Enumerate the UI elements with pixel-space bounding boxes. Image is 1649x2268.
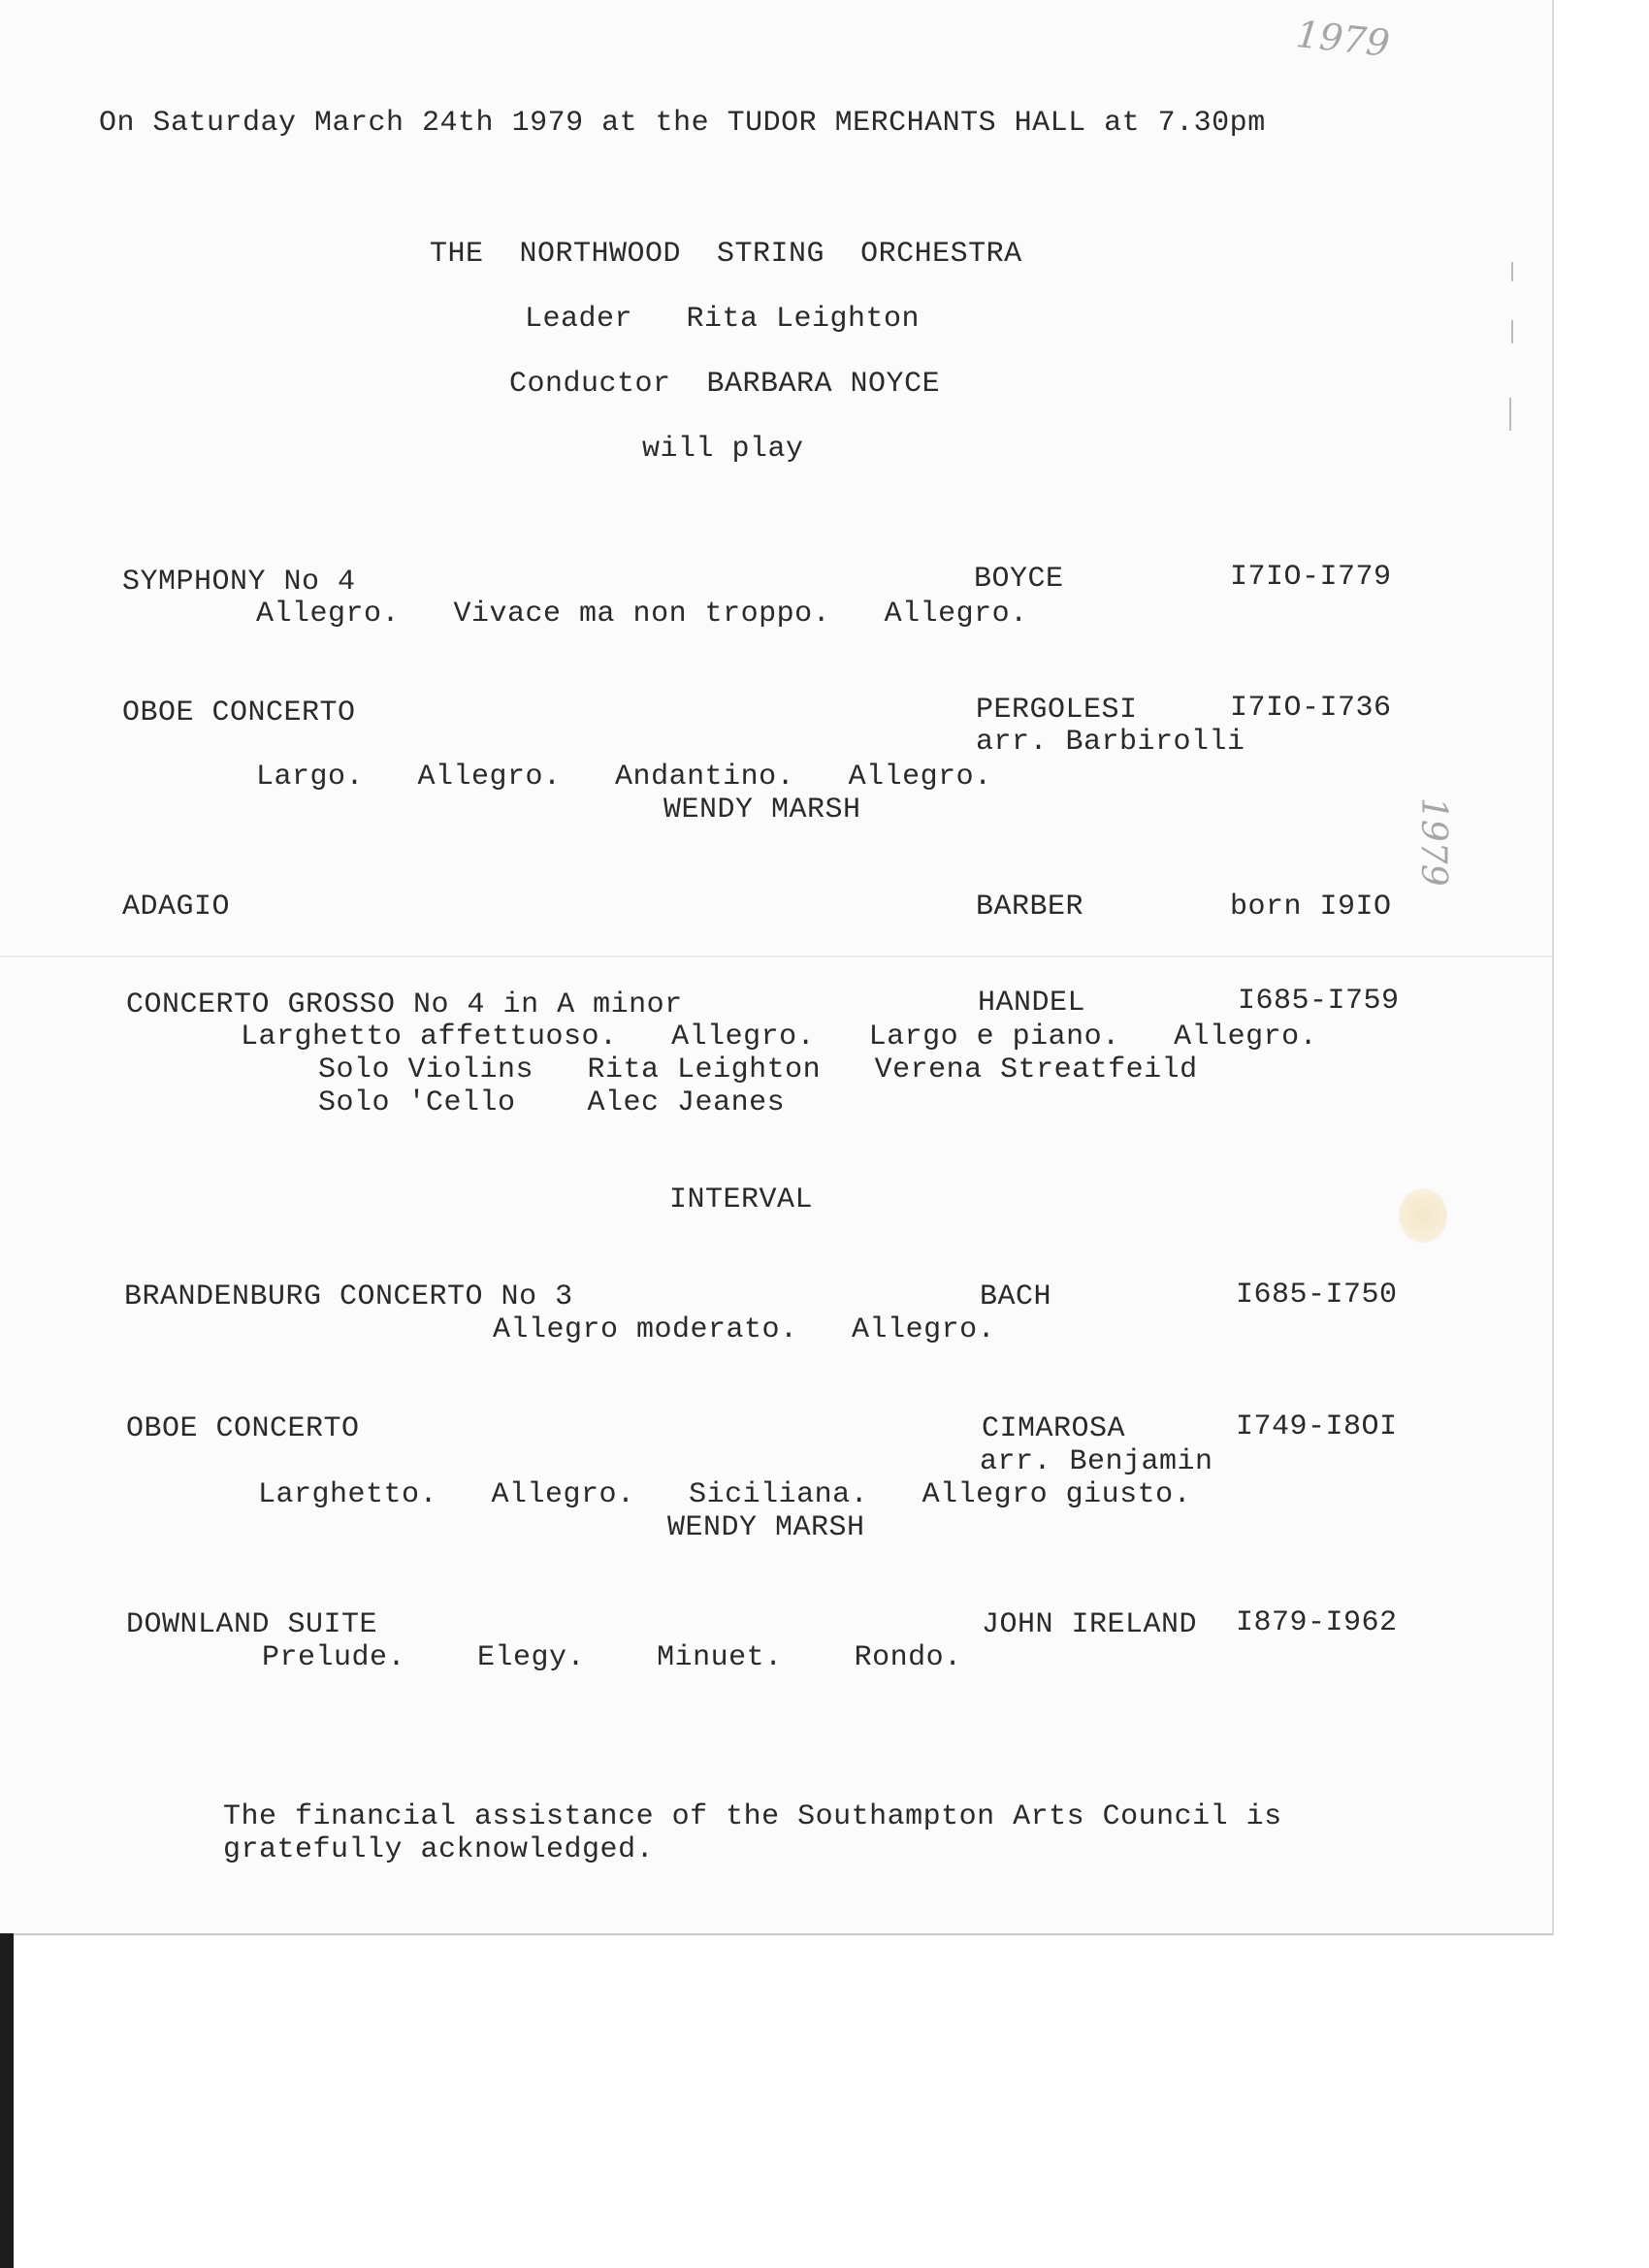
pencil-year-note: 1979 [1293, 13, 1392, 65]
piece-title: OBOE CONCERTO [126, 1412, 360, 1445]
piece-arranger: arr. Barbirolli [976, 726, 1245, 759]
piece-dates: I685-I750 [1236, 1279, 1398, 1312]
piece-movements: Allegro. Vivace ma non troppo. Allegro. [256, 598, 1028, 631]
interval-heading: INTERVAL [669, 1183, 814, 1216]
piece-dates: I749-I8OI [1236, 1410, 1398, 1443]
piece-movements: Prelude. Elegy. Minuet. Rondo. [262, 1641, 962, 1674]
piece-title: ADAGIO [122, 891, 231, 923]
piece-composer: BARBER [976, 891, 1084, 923]
leader-line: Leader Rita Leighton [525, 303, 921, 336]
conductor-line: Conductor BARBARA NOYCE [509, 368, 941, 401]
scan-dark-edge [0, 1933, 14, 2268]
orchestra-name: THE NORTHWOOD STRING ORCHESTRA [430, 238, 1022, 271]
piece-dates: I685-I759 [1238, 985, 1400, 1018]
will-play-line: will play [642, 433, 804, 466]
acknowledgement-line-2: gratefully acknowledged. [223, 1833, 655, 1866]
piece-composer: BOYCE [974, 563, 1064, 596]
paper-mark [1511, 320, 1513, 343]
pencil-side-note: 1979 [1413, 797, 1453, 887]
piece-movements: Allegro moderato. Allegro. [493, 1313, 996, 1346]
piece-movements: Larghetto. Allegro. Siciliana. Allegro giusto. [258, 1478, 1192, 1511]
piece-composer: HANDEL [978, 987, 1086, 1020]
piece-composer: BACH [980, 1280, 1052, 1313]
piece-dates: I7IO-I779 [1230, 561, 1392, 594]
piece-arranger: arr. Benjamin [980, 1445, 1213, 1478]
piece-title: DOWNLAND SUITE [126, 1608, 378, 1641]
solo-violins-line: Solo Violins Rita Leighton Verena Streatfeild [318, 1053, 1198, 1086]
piece-title: OBOE CONCERTO [122, 697, 356, 729]
piece-soloist: WENDY MARSH [667, 1511, 865, 1544]
paper-mark [1509, 398, 1511, 431]
piece-composer: PERGOLESI [976, 694, 1138, 727]
piece-movements: Larghetto affettuoso. Allegro. Largo e piano. Allegro. [241, 1021, 1318, 1053]
concert-date-line: On Saturday March 24th 1979 at the TUDOR MERCHANTS HALL at 7.30pm [99, 107, 1266, 140]
acknowledgement-line-1: The financial assistance of the Southampton Arts Council is [223, 1800, 1282, 1833]
solo-cello-line: Solo 'Cello Alec Jeanes [318, 1086, 786, 1119]
paper-mark [1511, 262, 1513, 281]
piece-dates: born I9IO [1230, 891, 1392, 923]
piece-movements: Largo. Allegro. Andantino. Allegro. [256, 761, 992, 794]
piece-title: BRANDENBURG CONCERTO No 3 [124, 1280, 573, 1313]
paper-fold-line [0, 956, 1552, 957]
piece-title: CONCERTO GROSSO No 4 in A minor [126, 988, 683, 1021]
piece-composer: JOHN IRELAND [982, 1608, 1198, 1641]
piece-composer: CIMAROSA [982, 1412, 1126, 1445]
piece-dates: I7IO-I736 [1230, 692, 1392, 725]
piece-soloist: WENDY MARSH [663, 794, 861, 826]
piece-dates: I879-I962 [1236, 1606, 1398, 1639]
piece-title: SYMPHONY No 4 [122, 566, 356, 599]
paper-stain [1399, 1188, 1447, 1243]
